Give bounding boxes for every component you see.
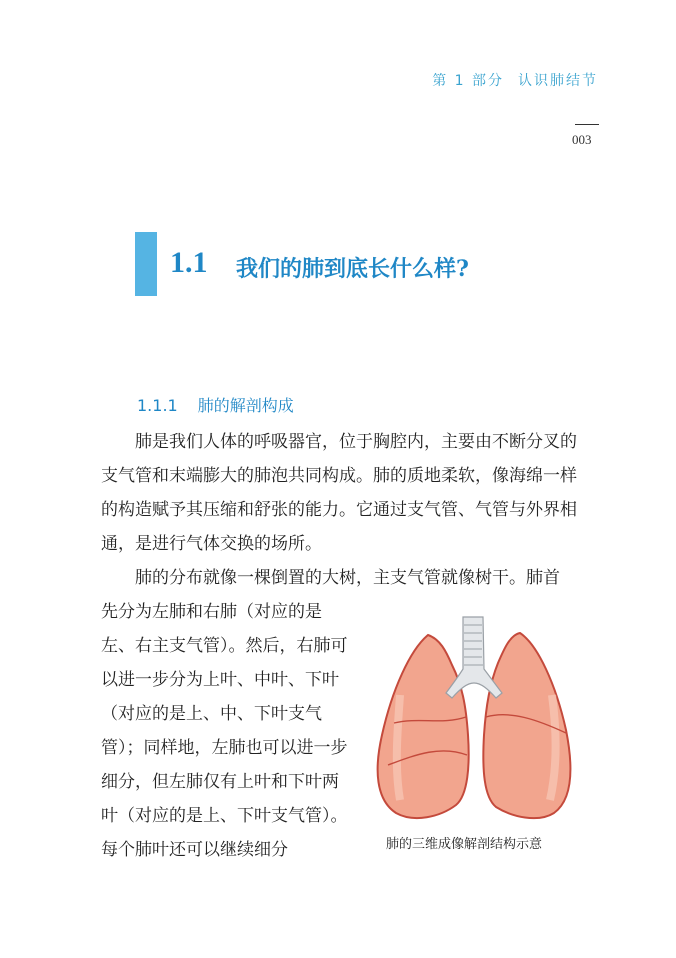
paragraph-1: 肺是我们人体的呼吸器官，位于胸腔内，主要由不断分叉的支气管和末端膨大的肺泡共同构成。肺的质地柔软，像海绵一样的构造赋予其压缩和舒张的能力。它通过支气管、气管与外界相通，是进行气体交换的场所。: [101, 432, 577, 554]
lung-anatomy-image: [370, 605, 580, 830]
section-number: 1.1: [170, 246, 208, 279]
right-lung: [378, 635, 469, 818]
figure-caption: 肺的三维成像解剖结构示意: [386, 837, 543, 852]
running-header: [432, 70, 598, 90]
page-number-rule: [575, 124, 599, 125]
lung-illustration: [370, 605, 580, 830]
paragraph-3: 先分为左肺和右肺（对应的是左、右主支气管）。然后，右肺可以进一步分为上叶、中叶、下叶（对应的是上、中、下叶支气管）；同样地，左肺也可以进一步细分，但左肺仅有上叶和下叶两叶（对应的是上、下叶支气管）。每个肺叶还可以继续细分: [101, 602, 348, 860]
subsection-number: 1.1.1: [137, 396, 178, 415]
section-accent-bar: [135, 232, 157, 296]
chapter-label: 认识肺结节: [518, 73, 598, 89]
paragraph-2: 肺的分布就像一棵倒置的大树，主支气管就像树干。肺首: [135, 568, 560, 588]
page-number: 003: [572, 132, 592, 147]
part-label: 第 1 部分: [432, 73, 504, 89]
section-title: 我们的肺到底长什么样?: [236, 256, 469, 282]
subsection-title: 肺的解剖构成: [197, 396, 294, 415]
subsection-heading: [137, 393, 294, 416]
